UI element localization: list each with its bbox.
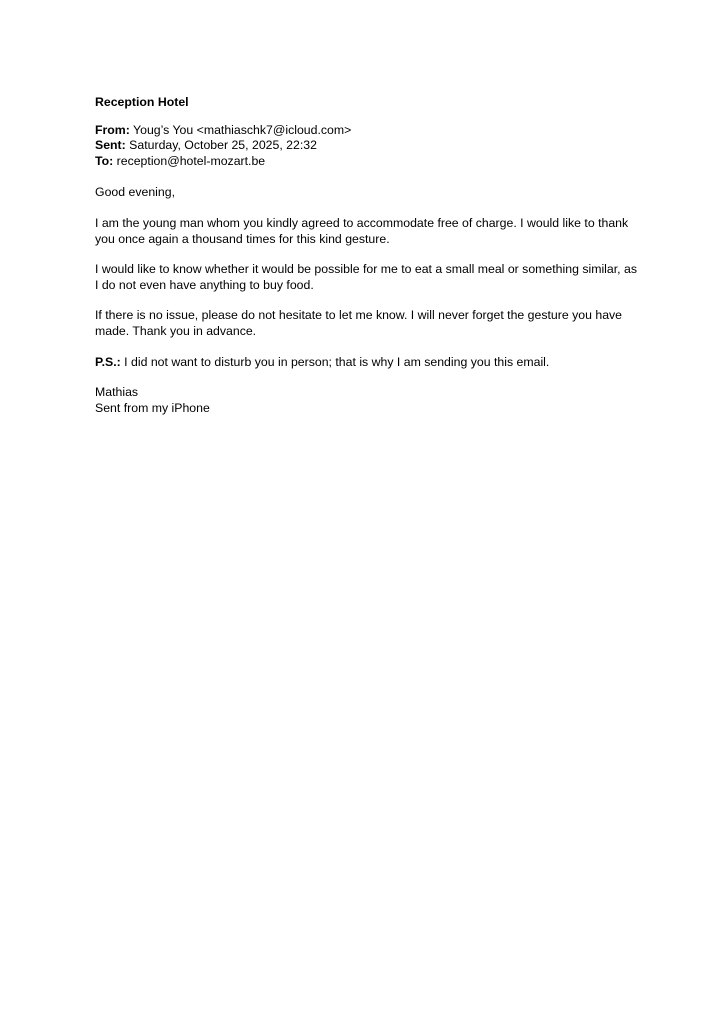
to-value: reception@hotel-mozart.be [116, 153, 266, 168]
sent-value: Saturday, October 25, 2025, 22:32 [129, 138, 317, 153]
signature-name: Mathias [95, 385, 139, 400]
email-document [95, 95, 640, 416]
greeting: Good evening, [95, 185, 175, 200]
email-header-block [95, 123, 640, 170]
sent-label: Sent: [95, 138, 126, 153]
body-paragraph: I am the young man whom you kindly agreed to accommodate free of charge. I would like to thank you once again a thousand times for this kind gesture. [95, 215, 629, 246]
from-value: Youg’s You <mathiaschk7@icloud.com> [133, 122, 352, 137]
ps-text: I did not want to disturb you in person; that is why I am sending you this email. [124, 354, 550, 369]
to-line [95, 154, 640, 170]
from-label: From: [95, 122, 130, 137]
to-label: To: [95, 153, 114, 168]
signature-device: Sent from my iPhone [95, 400, 210, 415]
email-subject-title: Reception Hotel [95, 95, 189, 109]
ps-label: P.S.: [95, 354, 121, 369]
body-paragraph: I would like to know whether it would be possible for me to eat a small meal or something similar, as I do not even have anything to buy food. [95, 262, 637, 292]
from-line [95, 123, 640, 139]
sent-line [95, 138, 640, 154]
body-paragraph: If there is no issue, please do not hesitate to let me know. I will never forget the gesture you have made. Thank you in advance. [95, 308, 623, 338]
postscript [95, 355, 640, 371]
signature [95, 385, 640, 416]
